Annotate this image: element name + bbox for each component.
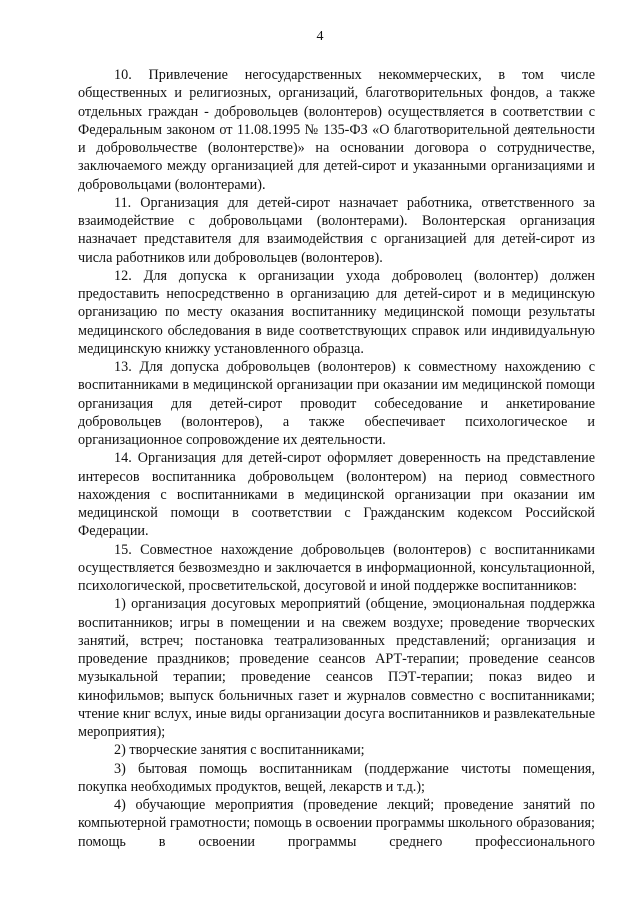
document-body xyxy=(78,66,595,851)
paragraph-14: 14. Организация для детей-сирот оформляет доверенность на представление интересов воспитанника добровольцем (волонтером) на период совместного нахождения с воспитанниками в медицинской организации при оказании им медицинской помощи в соответствии с Гражданским кодексом Российской Федерации. xyxy=(78,450,595,540)
paragraph-10: 10. Привлечение негосударственных некоммерческих, в том числе общественных и религиозных, организаций, благотворительных фондов, а также отдельных граждан - добровольцев (волонтеров) осуществляется в соответствии с Федеральным законом от 11.08.1995 № 135-ФЗ «О благотворительной деятельности и добровольчестве (волонтерстве)» на основании договора о сотрудничестве, заключаемого между организацией для детей-сирот и указанными организациями и добровольцами (волонтерами). xyxy=(78,67,595,193)
paragraph-11: 11. Организация для детей-сирот назначает работника, ответственного за взаимодействие с добровольцами (волонтерами). Волонтерская организация назначает представителя для взаимодействия с организацией для детей-сирот из числа работников или добровольцев (волонтеров). xyxy=(78,194,595,266)
page-number: 4 xyxy=(316,29,324,44)
list-item-3: 3) бытовая помощь воспитанникам (поддержание чистоты помещения, покупка необходимых продуктов, вещей, лекарств и т.д.); xyxy=(78,760,595,795)
paragraph-13: 13. Для допуска добровольцев (волонтеров) к совместному нахождению с воспитанниками в медицинской организации при оказании им медицинской помощи организация для детей-сирот проводит собеседование и анкетирование добровольцев (волонтеров), а также обеспечивает психологическое и организационное сопровождение их деятельности. xyxy=(78,359,595,448)
list-item-4: 4) обучающие мероприятия (проведение лекций; проведение занятий по компьютерной грамотности; помощь в освоении программы школьного образования; помощь в освоении программы среднего профессионального xyxy=(78,797,595,850)
list-item-2: 2) творческие занятия с воспитанниками; xyxy=(114,742,365,759)
list-item-1: 1) организация досуговых мероприятий (общение, эмоциональная поддержка воспитанников; игры в помещении и на свежем воздухе; проведение творческих занятий, встреч; постановка театрализованных представлений; организация и проведение праздников; проведение сеансов АРТ-терапии; проведение сеансов музыкальной терапии; проведение сеансов ПЭТ-терапии; показ видео и кинофильмов; выпуск больничных газет и журналов совместно с воспитанниками; чтение книг вслух, иные виды организации досуга воспитанников и развлекательные мероприятия); xyxy=(78,596,595,740)
paragraph-12: 12. Для допуска к организации ухода доброволец (волонтер) должен предоставить непосредственно в организацию для детей-сирот и в медицинскую организацию по месту оказания воспитаннику медицинской помощи результаты медицинского обследования в виде соответствующих справок или индивидуальную медицинскую книжку установленного образца. xyxy=(78,267,595,357)
paragraph-15: 15. Совместное нахождение добровольцев (волонтеров) с воспитанниками осуществляется безвозмездно и заключается в информационной, консультационной, психологической, просветительской, досуговой и иной поддержке воспитанников: xyxy=(78,541,595,594)
